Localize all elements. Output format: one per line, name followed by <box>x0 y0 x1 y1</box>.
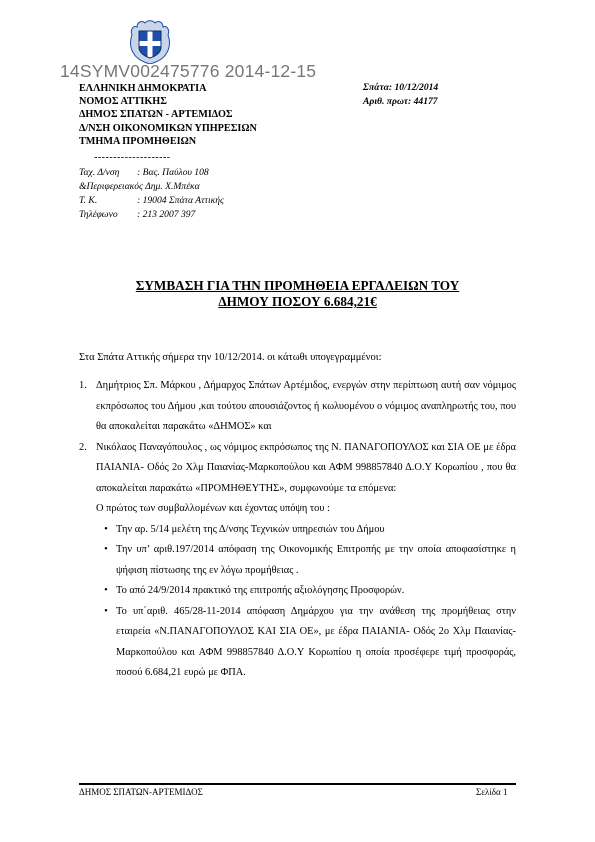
page-number: Σελίδα 1 <box>476 787 508 797</box>
bullet-icon: • <box>104 605 108 617</box>
footer-divider <box>79 783 516 785</box>
list-number: 1. <box>79 380 87 391</box>
zip-label: Τ. Κ. <box>79 195 98 206</box>
title-line-2: ΔΗΜΟΥ ΠΟΣΟΥ 6.684,21€ <box>218 294 377 309</box>
list-item <box>79 376 516 438</box>
bullet-item <box>96 540 516 581</box>
greek-emblem-icon <box>128 18 172 64</box>
protocol-number: Αριθ. πρωτ: 44177 <box>363 96 438 107</box>
bullet-text: Το υπ΄αριθ. 465/28-11-2014 απόφαση Δημάρχου για την ανάθεση της προμήθειας στην εταιρεία «Ν.ΠΑΝΑΓΟΠΟΥΛΟΣ ΚΑΙ ΣΙΑ ΟΕ», με έδρα ΠΑΙΑΝΙΑ- Οδός 2ο Χλμ Παιανίας-Μαρκοπούλου και ΑΦΜ 998857840 Δ.Ο.Υ Κορωπίου η οποία προσέφερε τιμή προσφοράς, ποσού 6.684,21 ευρώ με ΦΠΑ. <box>116 605 516 678</box>
bullet-item <box>96 602 516 684</box>
intro-paragraph: Στα Σπάτα Αττικής σήμερα την 10/12/2014. οι κάτωθι υπογεγραμμένοι: <box>79 352 382 363</box>
list-text: Δημήτριος Σπ. Μάρκου , Δήμαρχος Σπάτων Αρτέμιδος, ενεργών στην περίπτωση αυτή σαν νόμιμος εκπρόσωπος του Δήμου ,και τούτου απουσιάζοντος ή κωλυομένου ο νόμιμος αναπληρωτής του, που θα αποκαλείται παρακάτω «ΔΗΜΟΣ» και <box>96 380 516 432</box>
document-title <box>60 278 535 310</box>
list-number: 2. <box>79 441 87 453</box>
issuer-line: ΝΟΜΟΣ ΑΤΤΙΚΗΣ <box>79 96 167 108</box>
footer-organization: ΔΗΜΟΣ ΣΠΑΤΩΝ-ΑΡΤΕΜΙΔΟΣ <box>79 787 203 797</box>
issuer-line: ΔΗΜΟΣ ΣΠΑΤΩΝ - ΑΡΤΕΜΙΔΟΣ <box>79 109 233 121</box>
contract-body <box>79 376 516 684</box>
document-references <box>363 81 438 109</box>
issuer-line: ΕΛΛΗΝΙΚΗ ΔΗΜΟΚΡΑΤΙΑ <box>79 83 207 94</box>
bullet-item <box>96 520 516 541</box>
issuer-line: ΤΜΗΜΑ ΠΡΟΜΗΘΕΙΩΝ <box>79 135 197 147</box>
bullet-item <box>96 581 516 602</box>
zip-value: : 19004 Σπάτα Αττικής <box>137 195 224 206</box>
document-date: Σπάτα: 10/12/2014 <box>363 82 439 93</box>
bullet-text: Την υπ’ αριθ.197/2014 απόφαση της Οικονομικής Επιτροπής με την οποία αποφασίστηκε η ψήφιση πίστωσης της εν λόγω προμήθειας . <box>116 544 516 576</box>
address-value: : Βας. Παύλου 108 <box>137 167 209 178</box>
preamble-text: Ο πρώτος των συμβαλλομένων και έχοντας υπόψη του : <box>96 503 330 514</box>
title-line-1: ΣΥΜΒΑΣΗ ΓΙΑ ΤΗΝ ΠΡΟΜΗΘΕΙΑ ΕΡΓΑΛΕΙΩΝ ΤΟΥ <box>135 278 460 293</box>
bullet-list <box>96 520 516 684</box>
issuer-line: Δ/ΝΣΗ ΟΙΚΟΝΟΜΙΚΩΝ ΥΠΗΡΕΣΙΩΝ <box>79 122 257 134</box>
bullet-icon: • <box>104 523 108 535</box>
address-line-2: &Περιφερειακός Δημ. Χ.Μπέκα <box>79 181 200 192</box>
ada-watermark: 14SYMV002475776 2014-12-15 <box>60 61 317 81</box>
bullet-text: Την αρ. 5/14 μελέτη της Δ/νσης Τεχνικών υπηρεσιών του Δήμου <box>116 523 385 535</box>
list-text: Νικόλαος Παναγόπουλος , ως νόμιμος εκπρόσωπος της Ν. ΠΑΝΑΓΟΠΟΥΛΟΣ και ΣΙΑ ΟΕ με έδρα ΠΑΙΑΝΙΑ- Οδός 2ο Χλμ Παιανίας-Μαρκοπούλου και ΑΦΜ 998857840 Δ.Ο.Υ Κορωπίου , που θα αποκαλείται παρακάτω «ΠΡΟΜΗΘΕΥΤΗΣ», συμφωνούμε τα επόμενα: <box>96 441 516 494</box>
phone-label: Τηλέφωνο <box>79 209 118 220</box>
list-item <box>79 438 516 500</box>
bullet-icon: • <box>104 585 108 596</box>
phone-value: : 213 2007 397 <box>137 209 196 220</box>
issuer-header <box>79 82 257 148</box>
bullet-icon: • <box>104 544 108 555</box>
contact-info <box>79 166 224 222</box>
address-label: Ταχ. Δ/νση <box>79 167 120 178</box>
bullet-text: Το από 24/9/2014 πρακτικό της επιτροπής αξιολόγησης Προσφορών. <box>116 585 405 596</box>
separator-dashes: -------------------- <box>94 152 171 163</box>
